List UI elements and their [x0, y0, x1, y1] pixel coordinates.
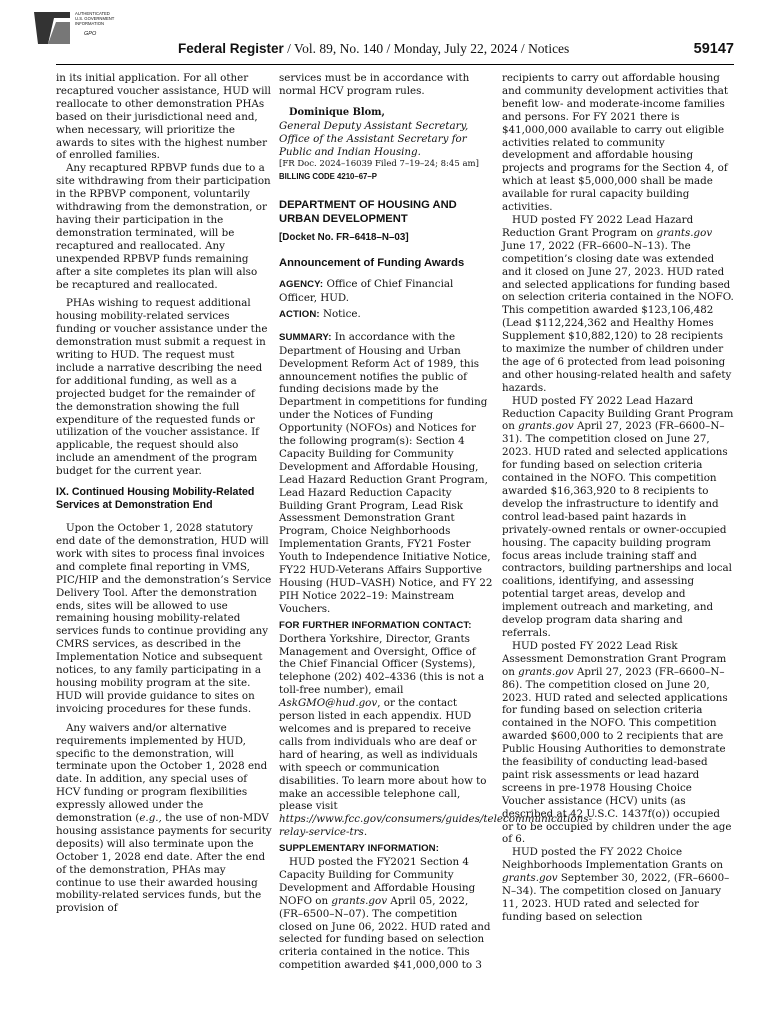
section-heading: IX. Continued Housing Mobility-Related Services at Demonstration End — [56, 486, 255, 512]
seal-text-2: U.S. GOVERNMENT — [75, 16, 115, 21]
running-header — [178, 41, 734, 59]
gpo-authenticated-seal-icon — [30, 8, 115, 48]
supplementary-label: SUPPLEMENTARY INFORMATION: — [279, 843, 440, 855]
action-line: ACTION: Notice. — [279, 307, 361, 320]
fr-doc-line: [FR Doc. 2024–16039 Filed 7–19–24; 8:45 am] — [279, 159, 479, 170]
issue-info: / Vol. 89, No. 140 / Monday, July 22, 2024 / Notices — [287, 41, 570, 56]
paragraph: HUD posted the FY 2022 Choice Neighborhoods Implementation Grants on grants.gov September 30, 2022, (FR–6600–N–34). The competition closed on January 11, 2023. HUD rated and selected for funding based on selection — [502, 846, 730, 923]
column-3 — [502, 72, 734, 992]
signer-title: General Deputy Assistant Secretary, Office of the Assistant Secretary for Public and Indian Housing. — [279, 119, 469, 158]
seal-text-4: GPO — [84, 31, 97, 37]
agency-line: AGENCY: Office of Chief Financial Officer, HUD. — [279, 278, 454, 304]
paragraph: services must be in accordance with normal HCV program rules. — [279, 72, 470, 97]
agency-heading: DEPARTMENT OF HOUSING AND URBAN DEVELOPMENT — [279, 199, 457, 226]
paragraph: Any recaptured RPBVP funds due to a site withdrawing from their participation in the RPBVP component, voluntarily withdrawing from the demonstration, or having their participation in the demonstration terminated, will be recaptured and reallocated. Any unexpended RPBVP funds remaining after a site completes its plan will also be recaptured and reallocated. — [56, 162, 271, 291]
document-title: Announcement of Funding Awards — [279, 257, 465, 270]
paragraph: in its initial application. For all other recaptured voucher assistance, HUD will reallocate to other demonstration PHAs based on their jurisdictional need and, when necessary, will prioritize the awards to sites with the highest number of enrolled families. — [56, 72, 271, 162]
paragraph: recipients to carry out affordable housing and community development activities that benefit low- and moderate-income families and persons. For FY 2021 there is $41,000,000 available to carry out eligible activities related to community development and affordable housing projects and programs for the Section 4, of which at least $5,000,000 shall be made available for rural capacity building activities. — [502, 72, 729, 214]
column-2 — [279, 72, 592, 992]
signer-block — [279, 106, 493, 120]
paragraph: Upon the October 1, 2028 statutory end date of the demonstration, HUD will work with sites to process final invoices and complete final reporting in VMS, PIC/HIP and the demonstration’s Service Delivery Tool. After the demonstration ends, sites will be allowed to use remaining housing mobility-related services funds to continue providing any CMRS services, as described in the Implementation Notice and subsequent notices, to any family participating in a housing mobility program at the site. HUD will provide guidance to sites on invoicing procedures for these funds. — [56, 522, 272, 715]
billing-code: BILLING CODE 4210–67–P — [279, 172, 377, 182]
paragraph: PHAs wishing to request additional housing mobility-related services funding or voucher assistance under the demonstration must submit a request in writing to HUD. The request must include a narrative describing the need for additional funding, as well as a projected budget for the remainder of the demonstration showing the full expenditure of the requested funds or utilization of the voucher assistance. If applicable, the request should also include an amendment of the program budget for the current year. — [56, 297, 268, 478]
paragraph: HUD posted FY 2022 Lead Hazard Reduction Capacity Building Grant Program on grants.gov April 27, 2023 (FR–6600–N–31). The competition closed on June 27, 2023. HUD rated and selected applications for funding based on selection criteria contained in the NOFO. This competition awarded $16,363,920 to 8 recipients to develop the infrastructure to identify and control lead-based paint hazards in privately-owned rentals or owner-occupied housing. The capacity building program focus areas include training staff and contractors, building partnerships and local coalitions, identifying, and assessing potential target areas, develop and implement outreach and marketing, and develop program data sharing and referrals. — [502, 394, 734, 639]
signer-name: Dominique Blom, — [289, 106, 385, 118]
seal-text-3: INFORMATION — [75, 21, 104, 26]
column-1 — [56, 72, 272, 992]
contact-email: AskGMO@hud.gov — [279, 697, 378, 710]
seal-text-1: AUTHENTICATED — [75, 11, 110, 16]
contact-url: https://www.fcc.gov/consumers/guides/telecommunications-relay-service-trs — [279, 813, 592, 839]
journal-title: Federal Register — [178, 41, 284, 56]
docket-number: [Docket No. FR–6418–N–03] — [279, 232, 409, 244]
contact-info: FOR FURTHER INFORMATION CONTACT: Dorthera Yorkshire, Director, Grants Management and Oversight, Office of the Chief Financial Officer (Systems), telephone (202) 402–4336 (this is not a toll-free number), email AskGMO@hud.gov, or the contact person listed in each appendix. HUD welcomes and is prepared to receive calls from individuals who are deaf or hard of hearing, as well as individuals with speech or communication disabilities. To learn more about how to make an accessible telephone call, please visit https://www.fcc.gov/consumers/guides/telecommunications-relay-service-trs. — [279, 619, 592, 839]
paragraph: HUD posted FY 2022 Lead Hazard Reduction Grant Program on grants.gov June 17, 2022 (FR–6600–N–13). The competition’s closing date was extended and it closed on June 27, 2023. HUD rated and selected applications for funding based on selection criteria contained in the NOFO. This competition awarded $123,106,482 (Lead $112,224,362 and Healthy Homes Supplement $10,882,120) to 28 recipients to maximize the number of children under the age of 6 protected from lead poisoning and other housing-related health and safety hazards. — [502, 213, 734, 394]
header-rule — [56, 64, 734, 65]
paragraph: Any waivers and/or alternative requirements implemented by HUD, specific to the demonstration, will terminate upon the October 1, 2028 end date. In addition, any special uses of HCV funding or program flexibilities expressly allowed under the demonstration (e.g., the use of non-MDV housing assistance payments for security deposits) will also terminate upon the October 1, 2028 end date. After the end of the demonstration, PHAs may continue to use their awarded housing mobility-related services funds, but the provision of — [56, 721, 272, 915]
summary: SUMMARY: In accordance with the Department of Housing and Urban Development Reform Act of 1989, this announcement notifies the public of funding decisions made by the Department in competitions for funding under the Notices of Funding Opportunity (NOFOs) and Notices for the following program(s): Section 4 Capacity Building for Community Development and Affordable Housing, Lead Hazard Reduction Grant Program, Lead Hazard Reduction Capacity Building Grant Program, Lead Risk Assessment Demonstration Grant Program, Choice Neighborhoods Implementation Grants, FY21 Foster Youth to Independence Initiative Notice, FY22 HUD-Veterans Affairs Supportive Housing (HUD–VASH) Notice, and FY 22 PIH Notice 2022–19: Mainstream Vouchers. — [279, 330, 493, 615]
paragraph: HUD posted FY 2022 Lead Risk Assessment Demonstration Grant Program on grants.gov April 27, 2023 (FR–6600–N–86). The competition closed on June 20, 2023. HUD rated and selected applications for funding based on selection criteria contained in the NOFO. This competition awarded $600,000 to 2 recipients that are Public Housing Authorities to demonstrate the feasibility of conducting lead-based paint risk assessments or lead hazard screens in pre-1978 Housing Choice Voucher assistance (HCV) units (as described at 42 U.S.C. 1437f(o)) occupied or to be occupied by children under the age of 6. — [502, 639, 732, 846]
paragraph: HUD posted the FY2021 Section 4 Capacity Building for Community Development and Affordable Housing NOFO on grants.gov April 05, 2022, (FR–6500–N–07). The competition closed on June 06, 2022. HUD rated and selected for funding based on selection criteria contained in the notice. This competition awarded $41,000,000 to 3 — [279, 856, 491, 972]
page-number: 59147 — [693, 41, 734, 57]
